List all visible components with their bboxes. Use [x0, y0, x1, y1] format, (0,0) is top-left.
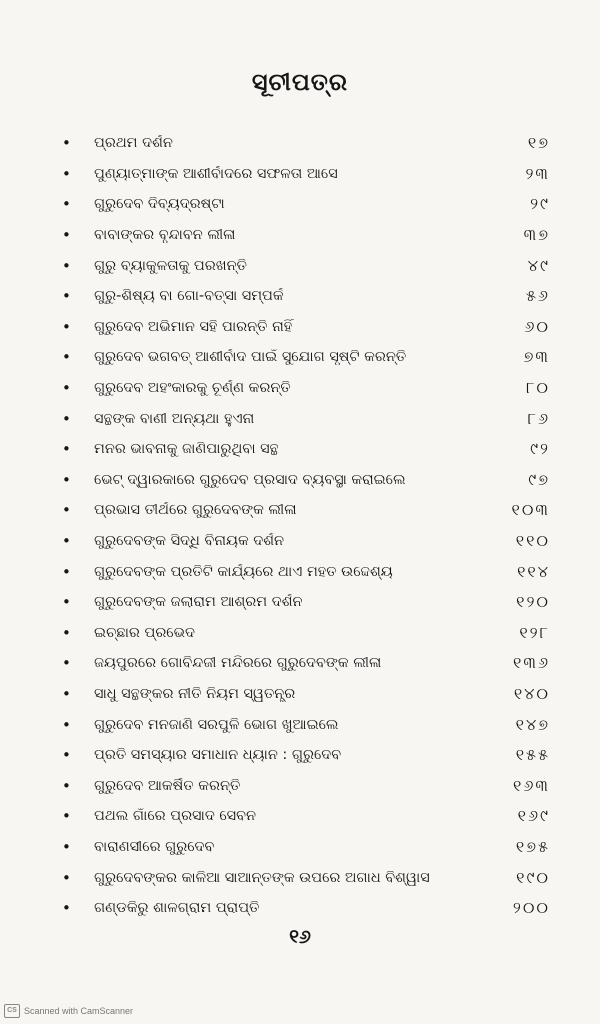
toc-entry	[60, 893, 550, 924]
toc-entry-page: ୮୦	[526, 378, 550, 398]
toc-entry	[60, 312, 550, 343]
toc-entry-title: ଗଣ୍ଡକିରୁ ଶାଳଗ୍ରାମ ପ୍ରାପ୍ତି	[94, 900, 260, 917]
toc-entry	[60, 832, 550, 863]
toc-entry	[60, 526, 550, 557]
toc-entry	[60, 801, 550, 832]
toc-entry	[60, 495, 550, 526]
toc-entry-page: ୯୨	[530, 439, 550, 459]
toc-entry-title: ଗୁରୁଦେବଙ୍କ ଜଲାରାମ ଆଶ୍ରମ ଦର୍ଶନ	[94, 594, 303, 611]
bullet-icon: •	[62, 195, 71, 214]
toc-entry-page: ୫୬	[525, 286, 550, 306]
toc-entry-title: ଗୁରୁଦେବ ଭଗବତ୍ ଆଶୀର୍ବାଦ ପାଇଁ ସୁଯୋଗ ସୃଷ୍ଟି କରନ୍ତି	[94, 349, 407, 366]
toc-entry-title: ଗୁରୁଦେବ ଆକର୍ଷିତ କରନ୍ତି	[94, 777, 241, 794]
toc-entry-page: ୧୦୩	[511, 500, 550, 520]
scanner-watermark	[4, 1004, 133, 1018]
toc-entry-title: ଗୁରୁ-ଶିଷ୍ୟ ବା ଗୋ-ବତ୍ସା ସମ୍ପର୍କ	[94, 288, 284, 305]
toc-entry-title: ଗୁରୁ ବ୍ୟାକୁଳତାକୁ ପରଖନ୍ତି	[94, 257, 247, 274]
toc-entry-page: ୧୧୦	[515, 531, 550, 551]
toc-entry-title: ଇଚ୍ଛାର ପ୍ରଭେଦ	[94, 624, 195, 641]
bullet-icon: •	[62, 287, 71, 306]
toc-entry	[60, 679, 550, 710]
toc-entry	[60, 465, 550, 496]
toc-entry-page: ୧୬୩	[513, 775, 550, 795]
toc-entry-title: ଗୁରୁଦେବ ଅହଂକାରକୁ ଚୂର୍ଣ୍ଣ କରନ୍ତି	[94, 380, 291, 397]
toc-entry	[60, 342, 550, 373]
toc-entry-page: ୨୩	[525, 163, 550, 183]
toc-entry-title: ପୁଣ୍ୟାତ୍ମାଙ୍କ ଆଶୀର୍ବାଦରେ ସଫଳତା ଆସେ	[94, 165, 338, 182]
toc-entry-title: ପ୍ରତି ସମସ୍ୟାର ସମାଧାନ ଧ୍ୟାନ : ଗୁରୁଦେବ	[94, 747, 342, 764]
toc-entry-page: ୧୪୭	[515, 714, 550, 734]
bullet-icon: •	[62, 746, 71, 765]
toc-entry-page: ୯୭	[528, 469, 550, 489]
bullet-icon: •	[62, 593, 71, 612]
bullet-icon: •	[62, 776, 71, 795]
page-number: ୧୬	[289, 926, 311, 948]
bullet-icon: •	[62, 134, 71, 153]
toc-entry-page: ୬୦	[524, 316, 550, 336]
toc-entry	[60, 648, 550, 679]
toc-entry	[60, 587, 550, 618]
toc-entry-page: ୧୪୦	[513, 683, 550, 703]
bullet-icon: •	[62, 623, 71, 642]
bullet-icon: •	[62, 654, 71, 673]
bullet-icon: •	[62, 440, 71, 459]
toc-entry-page: ୧୯୦	[516, 867, 550, 887]
toc-entry	[60, 862, 550, 893]
toc-entry	[60, 434, 550, 465]
bullet-icon: •	[62, 562, 71, 581]
toc-entry	[60, 159, 550, 190]
toc-entry-page: ୪୯	[527, 255, 550, 275]
toc-entry-page: ୧୭୫	[515, 836, 550, 856]
bullet-icon: •	[62, 501, 71, 520]
bullet-icon: •	[62, 715, 71, 734]
toc-entry-title: ଗୁରୁଦେବଙ୍କ ସିଦ୍ଧି ବିନାୟକ ଦର୍ଶନ	[94, 533, 285, 550]
toc-entry-title: ଜୟପୁରରେ ଗୋବିନ୍ଦଜୀ ମନ୍ଦିରରେ ଗୁରୁଦେବଙ୍କ ଲୀଳା	[94, 655, 382, 672]
bullet-icon: •	[62, 684, 71, 703]
toc-entry	[60, 373, 550, 404]
bullet-icon: •	[62, 226, 71, 245]
toc-entry	[60, 250, 550, 281]
toc-entry-title: ଗୁରୁଦେବଙ୍କର କାଳିଆ ସାଆନ୍ତଙ୍କ ଉପରେ ଅଗାଧ ବିଶ୍ୱାସ	[94, 869, 430, 886]
bullet-icon: •	[62, 837, 71, 856]
toc-entry-title: ମନର ଭାବନାକୁ ଜାଣିପାରୁଥିବା ସନ୍ଥ	[94, 441, 279, 458]
bullet-icon: •	[62, 868, 71, 887]
bullet-icon: •	[62, 317, 71, 336]
bullet-icon: •	[62, 409, 71, 428]
toc-entry-page: ୨୯	[530, 194, 550, 214]
toc-entry-page: ୧୨୮	[519, 622, 550, 642]
bullet-icon: •	[62, 807, 71, 826]
camscanner-logo-icon: CS	[4, 1004, 20, 1018]
bullet-icon: •	[62, 256, 71, 275]
toc-entry-title: ଗୁରୁଦେବ ଅଭିମାନ ସହି ପାରନ୍ତି ନାହିଁ	[94, 318, 293, 335]
toc-entry-title: ସନ୍ଥଙ୍କ ବାଣୀ ଅନ୍ୟଥା ହୁଏନା	[94, 410, 255, 427]
toc-entry	[60, 740, 550, 771]
bullet-icon: •	[62, 532, 71, 551]
toc-entry	[60, 281, 550, 312]
toc-entry-title: ପ୍ରଭାସ ତୀର୍ଥରେ ଗୁରୁଦେବଙ୍କ ଲୀଳା	[94, 502, 297, 519]
bullet-icon: •	[62, 470, 71, 489]
toc-entry-title: ବାବାଙ୍କର ବୃନ୍ଦାବନ ଲୀଳା	[94, 227, 236, 244]
bullet-icon: •	[62, 899, 71, 918]
page-title: ସୂଚୀପତ୍ର	[251, 68, 349, 96]
toc-entry-title: ବାରାଣସୀରେ ଗୁରୁଦେବ	[94, 838, 215, 855]
bullet-icon: •	[62, 348, 71, 367]
toc-entry	[60, 128, 550, 159]
toc-entry-page: ୧୧୪	[517, 561, 550, 581]
toc-entry	[60, 556, 550, 587]
toc-entry-title: ଭେଟ୍ ଦ୍ୱାରକାରେ ଗୁରୁଦେବ ପ୍ରସାଦ ବ୍ୟବସ୍ଥା କରାଇଲେ	[94, 471, 406, 488]
toc-entry-page: ୮୬	[527, 408, 550, 428]
toc-entry-page: ୧୭	[527, 133, 550, 153]
toc-entry-page: ୧୫୫	[515, 745, 550, 765]
toc-entry-title: ପଥଲ ଗାଁରେ ପ୍ରସାଦ ସେବନ	[94, 808, 257, 825]
bullet-icon: •	[62, 379, 71, 398]
toc-entry	[60, 709, 550, 740]
bullet-icon: •	[62, 164, 71, 183]
toc-entry-page: ୧୩୬	[513, 653, 550, 673]
toc-entry-page: ୭୩	[523, 347, 550, 367]
toc-entry-page: ୩୭	[523, 225, 550, 245]
table-of-contents	[60, 128, 550, 923]
toc-entry-title: ସାଧୁ ସନ୍ଥଙ୍କର ନୀତି ନିୟମ ସ୍ୱତନ୍ତ୍ର	[94, 685, 296, 702]
toc-entry	[60, 220, 550, 251]
toc-entry	[60, 189, 550, 220]
toc-entry-title: ଗୁରୁଦେବ ମନଜାଣି ସରପୁଳି ଭୋଗ ଖୁଆଇଲେ	[94, 716, 339, 733]
toc-entry	[60, 618, 550, 649]
toc-entry-title: ପ୍ରଥମ ଦର୍ଶନ	[94, 135, 173, 152]
toc-entry-title: ଗୁରୁଦେବ ଦିବ୍ୟଦ୍ରଷ୍ଟା	[94, 196, 225, 213]
toc-entry	[60, 770, 550, 801]
toc-entry-page: ୧୨୦	[516, 592, 550, 612]
scanner-text: Scanned with CamScanner	[24, 1006, 134, 1016]
toc-entry	[60, 403, 550, 434]
toc-entry-page: ୨୦୦	[512, 898, 550, 918]
toc-entry-page: ୧୬୯	[517, 806, 550, 826]
toc-entry-title: ଗୁରୁଦେବଙ୍କ ପ୍ରତିଟି କାର୍ଯ୍ୟରେ ଥାଏ ମହତ ଉଦ୍ଦେଶ୍ୟ	[94, 563, 393, 580]
